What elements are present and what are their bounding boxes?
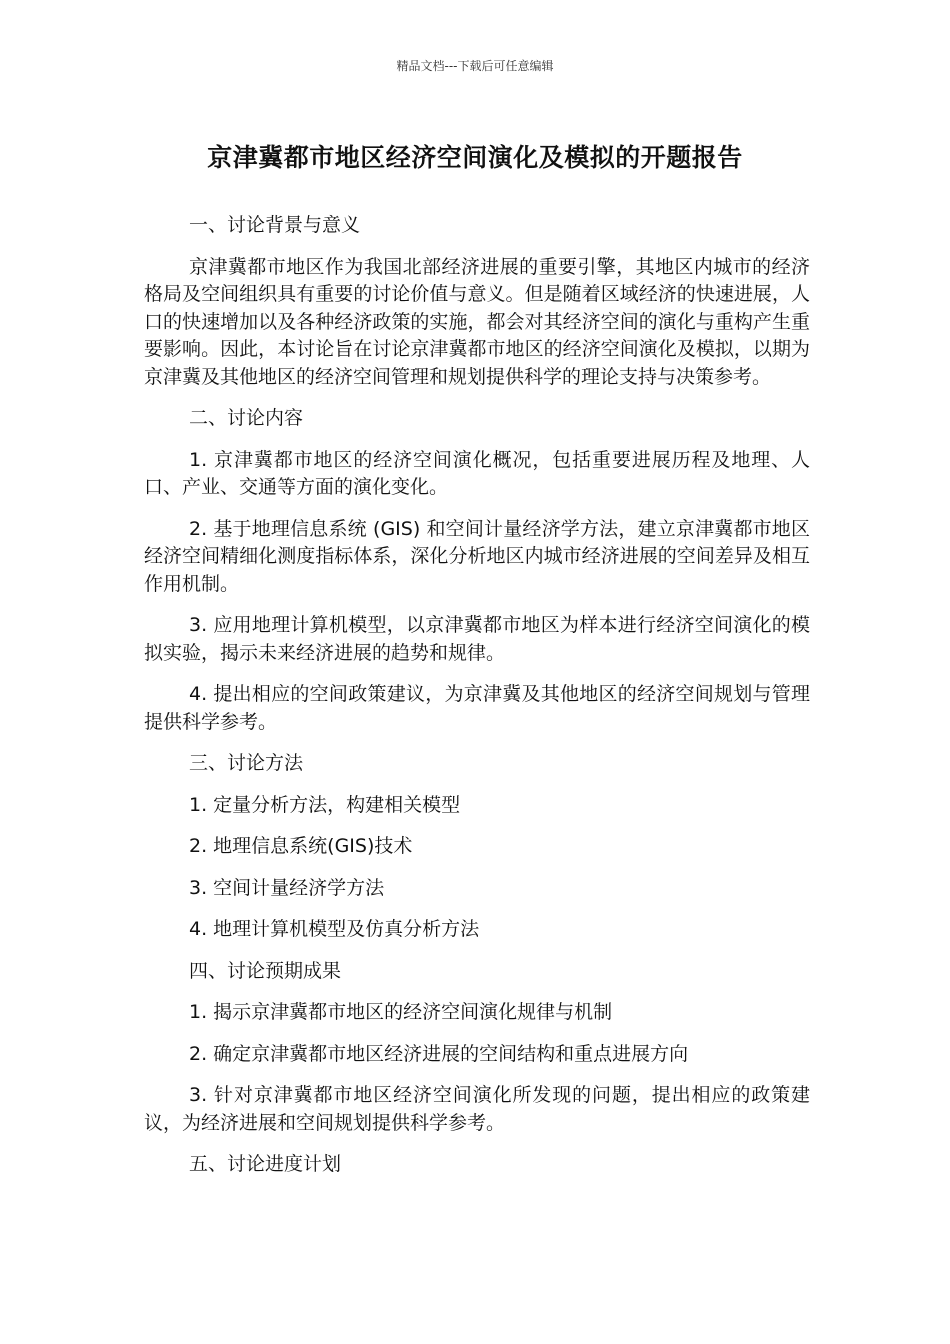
paragraph: 京津冀都市地区作为我国北部经济进展的重要引擎，其地区内城市的经济格局及空间组织具有重要的讨论价值与意义。但是随着区域经济的快速进展，人口的快速增加以及各种经济政策的实施，都会对其经济空间的演化与重构产生重要影响。因此，本讨论旨在讨论京津冀都市地区的经济空间演化及模拟，以期为京津冀及其他地区的经济空间管理和规划提供科学的理论支持与决策参考。 — [144, 255, 810, 388]
list-item: 2. 地理信息系统(GIS)技术 — [189, 835, 413, 857]
list-item: 1. 揭示京津冀都市地区的经济空间演化规律与机制 — [189, 1001, 613, 1023]
section-heading: 二、讨论内容 — [189, 407, 304, 429]
list-item: 4. 地理计算机模型及仿真分析方法 — [189, 918, 480, 940]
list-item: 4. 提出相应的空间政策建议，为京津冀及其他地区的经济空间规划与管理提供科学参考。 — [144, 683, 810, 733]
list-item: 1. 京津冀都市地区的经济空间演化概况，包括重要进展历程及地理、人口、产业、交通等方面的演化变化。 — [144, 448, 810, 498]
section-heading: 三、讨论方法 — [189, 752, 304, 774]
section-heading: 一、讨论背景与意义 — [189, 214, 361, 236]
list-item: 3. 空间计量经济学方法 — [189, 876, 385, 899]
list-item: 3. 应用地理计算机模型，以京津冀都市地区为样本进行经济空间演化的模拟实验，揭示未来经济进展的趋势和规律。 — [144, 614, 810, 664]
document-body — [144, 212, 810, 1193]
list-item: 3. 针对京津冀都市地区经济空间演化所发现的问题，提出相应的政策建议，为经济进展和空间规划提供科学参考。 — [144, 1084, 810, 1134]
list-item: 2. 确定京津冀都市地区经济进展的空间结构和重点进展方向 — [189, 1042, 689, 1065]
section-heading: 四、讨论预期成果 — [189, 959, 342, 982]
header-note: 精品文档---下载后可任意编辑 — [396, 59, 554, 73]
section-heading: 五、讨论进度计划 — [189, 1153, 342, 1175]
document-title: 京津冀都市地区经济空间演化及模拟的开题报告 — [207, 143, 743, 172]
list-item: 1. 定量分析方法，构建相关模型 — [189, 793, 461, 816]
list-item: 2. 基于地理信息系统 (GIS) 和空间计量经济学方法，建立京津冀都市地区经济空间精细化测度指标体系，深化分析地区内城市经济进展的空间差异及相互作用机制。 — [144, 517, 810, 595]
